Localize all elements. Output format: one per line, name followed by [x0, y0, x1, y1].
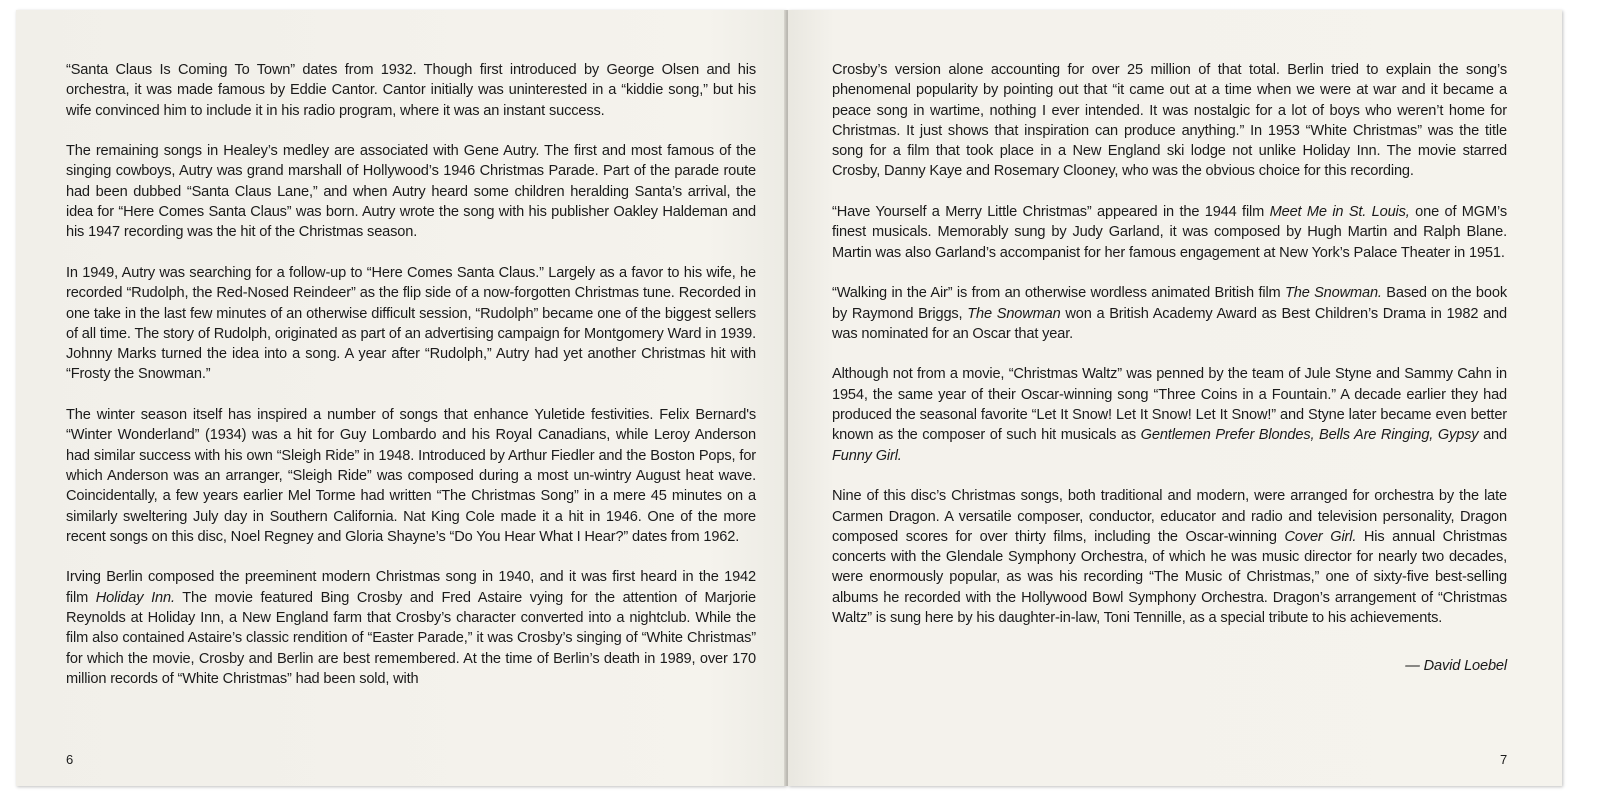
author-signature: — David Loebel: [1405, 658, 1507, 675]
page-number-left: 6: [66, 752, 74, 767]
paragraph-walking-in-the-air: “Walking in the Air” is from an otherwise wordless animated British film The Snowman. Based on the book by Raymond Briggs, The Snowman won a British Academy Award as Best Children’s Drama in 1982 and was nominated for an Oscar that year.: [832, 285, 1507, 342]
paragraph-crosby-version: Crosby’s version alone accounting for over 25 million of that total. Berlin tried to explain the song’s phenomenal popularity by pointing out that “it came out at a time when we were at war and it became a peace song in wartime, nothing I ever intended. It was nostalgic for a lot of boys who weren’t home for Christmas. It just shows that inspiration can produce anything.” In 1953 “White Christmas” was the title song for a film that took place in a New England ski lodge not unlike Holiday Inn. The movie starred Crosby, Danny Kaye and Rosemary Clooney, who was the obvious choice for this recording.: [832, 62, 1507, 180]
page-number-right: 7: [1500, 752, 1508, 767]
paragraph-merry-little-christmas: “Have Yourself a Merry Little Christmas” appeared in the 1944 film Meet Me in St. Louis, one of MGM’s finest musicals. Memorably sung by Judy Garland, it was composed by Hugh Martin and Ralph Blane. Martin was also Garland’s accompanist for her famous engagement at New York’s Palace Theater in 1951.: [832, 204, 1507, 261]
paragraph-carmen-dragon: Nine of this disc’s Christmas songs, both traditional and modern, were arranged for orchestra by the late Carmen Dragon. A versatile composer, conductor, educator and radio and television personality, Dragon composed scores for over thirty films, including the Oscar-winning Cover Girl. His annual Christmas concerts with the Glendale Symphony Orchestra, of which he was music director for nearly two decades, were enormously popular, as was his recording “The Music of Christmas,” one of sixty-five best-selling albums he recorded with the Hollywood Bowl Symphony Orchestra. Dragon’s arrangement of “Christmas Waltz” is sung here by his daughter-in-law, Toni Tennille, as a special tribute to his achievements.: [832, 488, 1508, 627]
paragraph-rudolph: In 1949, Autry was searching for a follow-up to “Here Comes Santa Claus.” Largely as a favor to his wife, he recorded “Rudolph, the Red-Nosed Reindeer” as the flip side of a now-forgotten Christmas tune. Recorded in one take in the last few minutes of an otherwise difficult session, “Rudolph” became one of the biggest sellers of all time. The story of Rudolph, originated as part of an advertising campaign for Montgomery Ward in 1939. Johnny Marks turned the idea into a song. A year after “Rudolph,” Autry had yet another Christmas hit with “Frosty the Snowman.”: [66, 264, 756, 383]
paragraph-gene-autry: The remaining songs in Healey’s medley are associated with Gene Autry. The first and most famous of the singing cowboys, Autry was grand marshall of Hollywood’s 1946 Christmas Parade. Part of the parade route had been dubbed “Santa Claus Lane,” and when Autry heard some children heralding Santa’s arrival, the idea for “Here Comes Santa Claus” was born. Autry wrote the song with his publisher Oakley Haldeman and his 1947 recording was the hit of the Christmas season.: [66, 143, 756, 241]
paragraph-irving-berlin: Irving Berlin composed the preeminent modern Christmas song in 1940, and it was first heard in the 1942 film Holiday Inn. The movie featured Bing Crosby and Fred Astaire vying for the attention of Marjorie Reynolds at Holiday Inn, a New England farm that Crosby’s character converted into a nightclub. While the film also contained Astaire’s classic rendition of “Easter Parade,” it was Crosby’s singing of “White Christmas” for which the movie, Crosby and Berlin are best remembered. At the time of Berlin’s death in 1989, over 170 million records of “White Christmas” had been sold, with: [66, 569, 756, 687]
left-page-text: [66, 60, 756, 710]
left-page: [16, 10, 786, 786]
paragraph-winter-songs: The winter season itself has inspired a number of songs that enhance Yuletide festivities. Felix Bernard's “Winter Wonderland” (1934) was a hit for Guy Lombardo and his Royal Canadians, while Leroy Anderson had similar success with his own “Sleigh Ride” in 1948. Introduced by Arthur Fiedler and the Boston Pops, for which Anderson was an arranger, “Sleigh Ride” was composed during a most un-wintry August heat wave. Coincidentally, a few years earlier Mel Torme had written “The Christmas Song” in a mere 45 minutes on a similarly sweltering July day in Southern California. Nat King Cole made it a hit in 1946. One of the more recent songs on this disc, Noel Regney and Gloria Shayne’s “Do You Hear What I Hear?” dates from 1962.: [66, 407, 756, 545]
right-page: [788, 10, 1562, 786]
paragraph-christmas-waltz: Although not from a movie, “Christmas Waltz” was penned by the team of Jule Styne and Sammy Cahn in 1954, the same year of their Oscar-winning song “Three Coins in a Fountain.” A decade earlier they had produced the seasonal favorite “Let It Snow! Let It Snow! Let It Snow!” and Styne later became even better known as the composer of such hit musicals as Gentlemen Prefer Blondes, Bells Are Ringing, Gypsy and Funny Girl.: [832, 366, 1507, 464]
right-page-text: [832, 60, 1507, 697]
paragraph-santa-claus-coming: “Santa Claus Is Coming To Town” dates from 1932. Though first introduced by George Olsen and his orchestra, it was made famous by Eddie Cantor. Cantor initially was uninterested in a “kiddie song,” but his wife convinced him to include it in his radio program, where it was an instant success.: [66, 62, 756, 119]
